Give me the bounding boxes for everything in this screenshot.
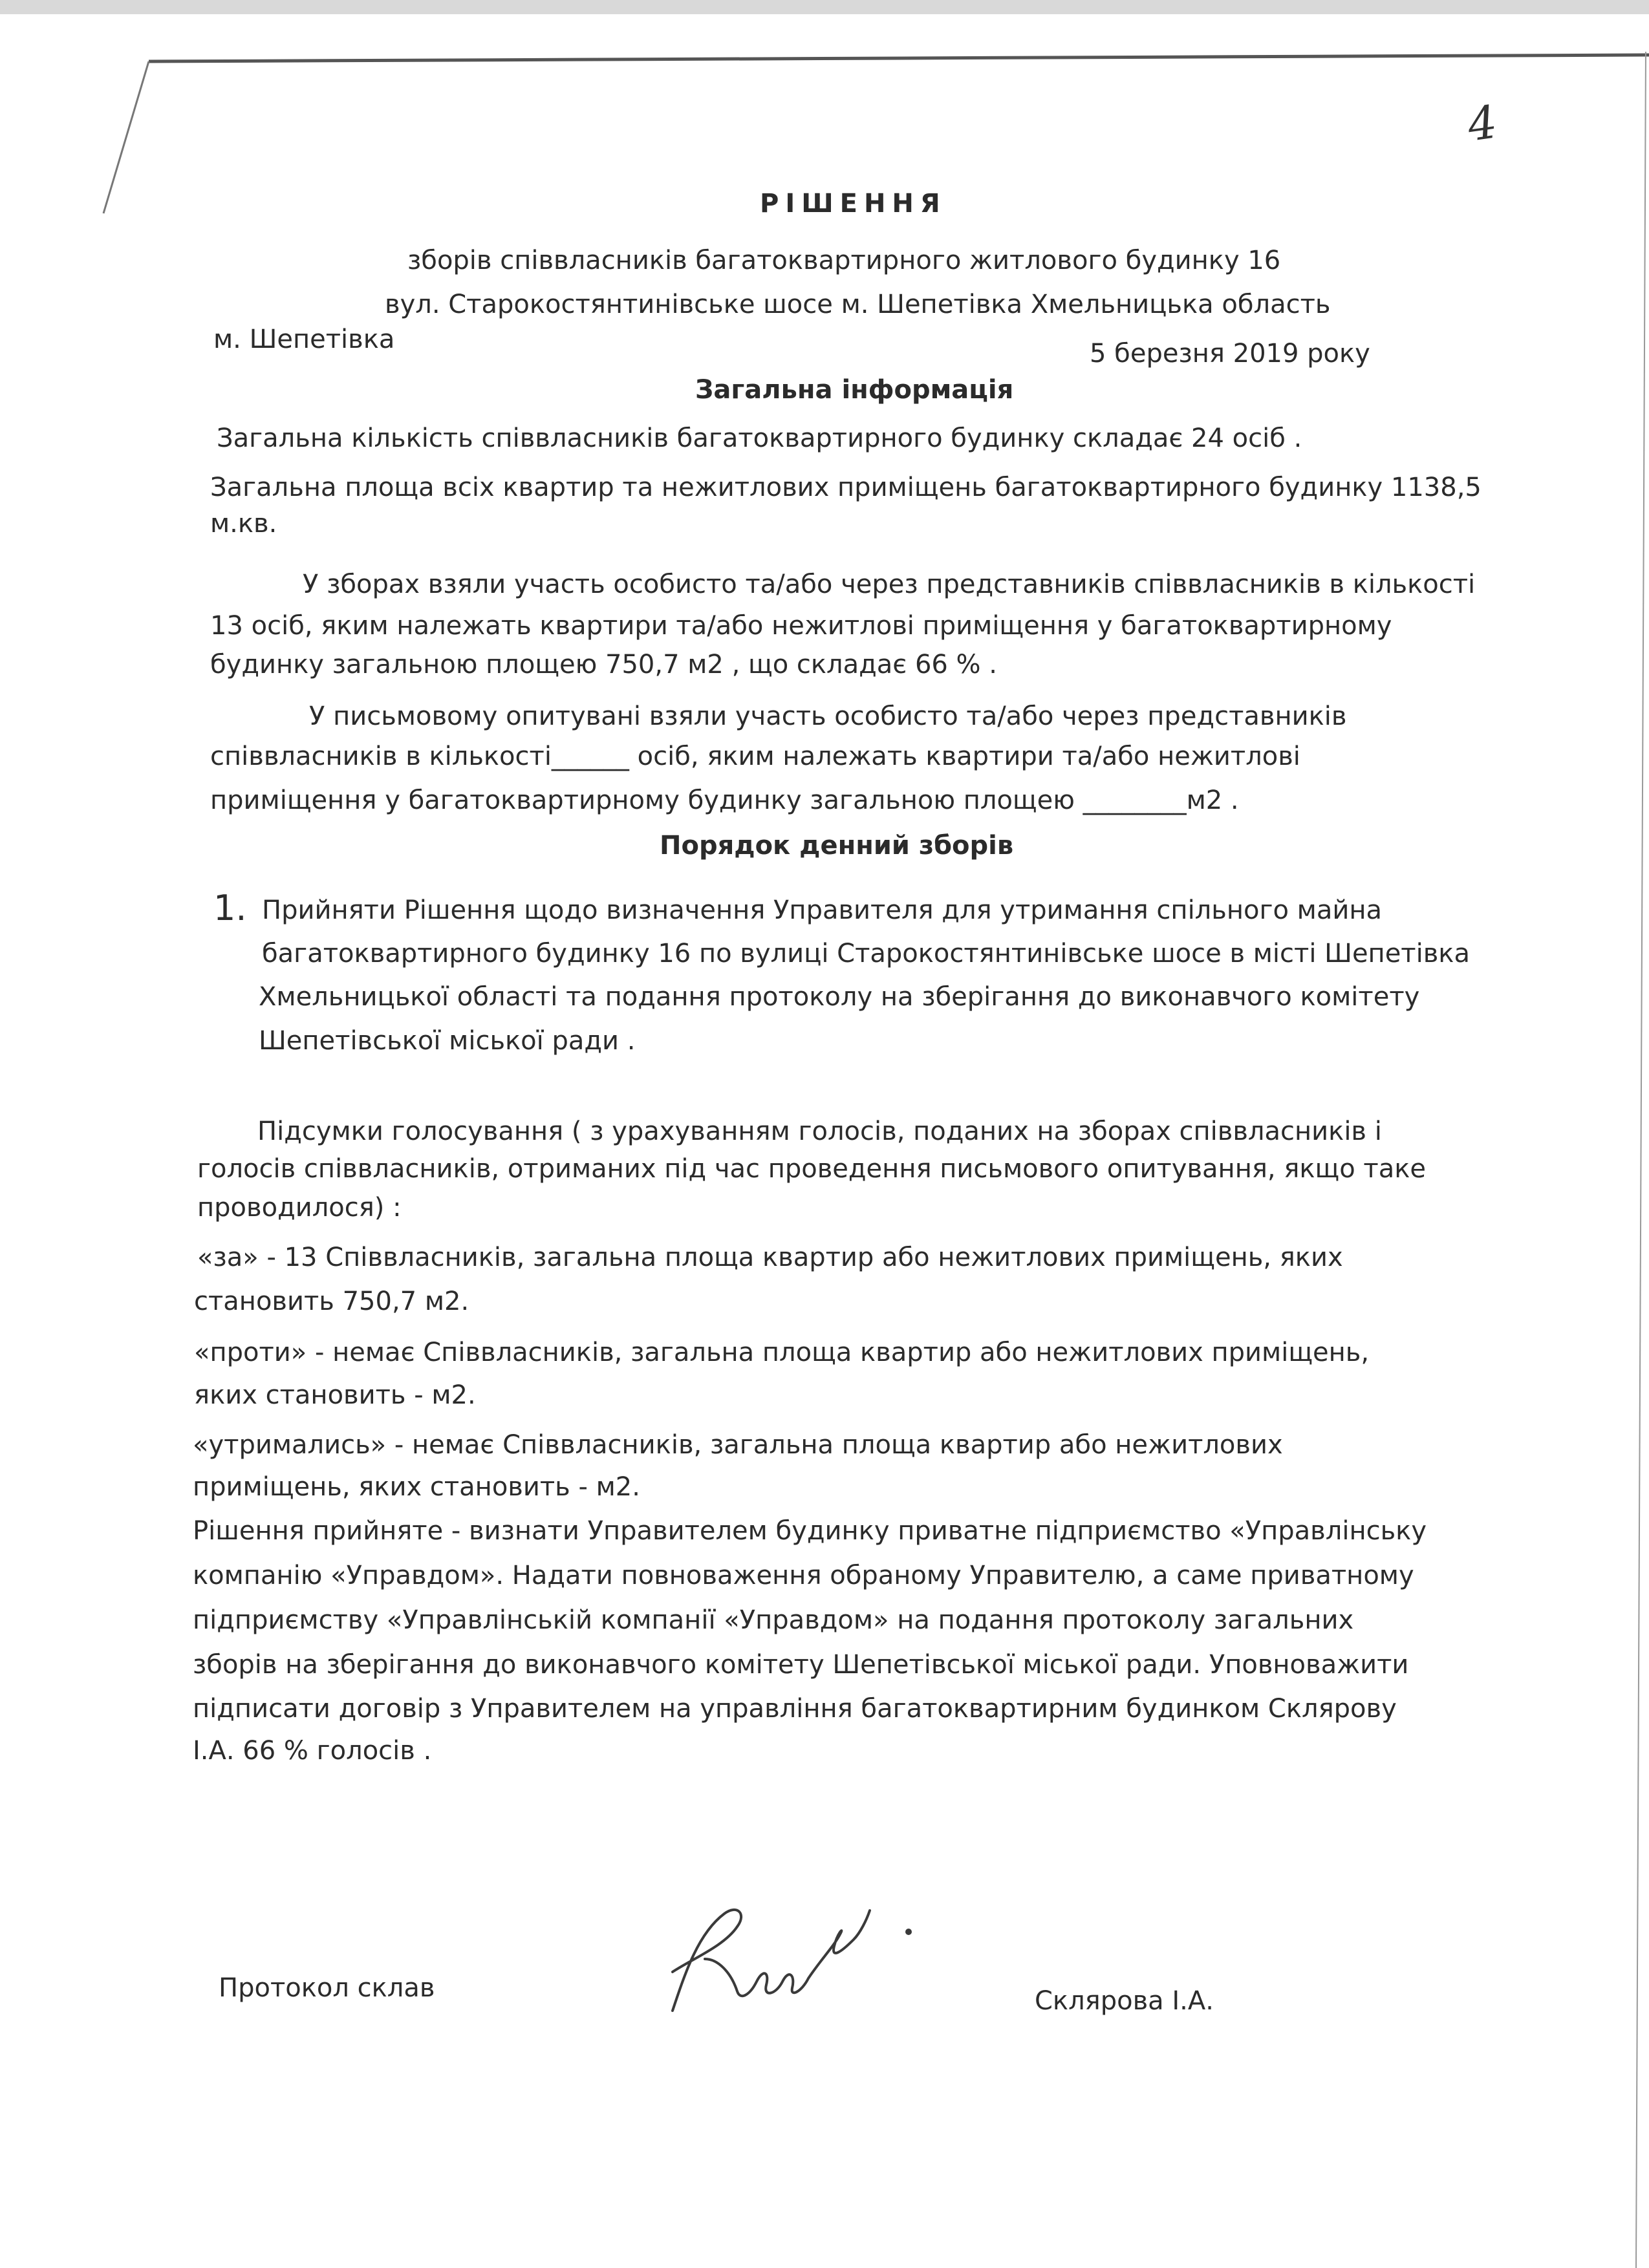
document-place: м. Шепетівка [213, 325, 395, 354]
vote-for-line: «за» - 13 Співвласників, загальна площа квартир або нежитлових приміщень, яких [197, 1243, 1343, 1272]
participation-line: У зборах взяли участь особисто та/або через представників співвласників в кількості [303, 570, 1476, 599]
document-title: РІШЕННЯ [760, 189, 947, 219]
participation-line: 13 осіб, яким належать квартири та/або нежитлові приміщення у багатоквартирному [210, 611, 1392, 641]
general-info-line: Загальна площа всіх квартир та нежитлових приміщень багатоквартирного будинку 1138,5 [210, 473, 1482, 502]
voting-line: Підсумки голосування ( з урахуванням голосів, поданих на зборах співвласників і [257, 1117, 1382, 1146]
agenda-item-line: багатоквартирного будинку 16 по вулиці Старокостянтинівське шосе в місті Шепетівка [262, 939, 1470, 968]
voting-line: голосів співвласників, отриманих під час проведення письмового опитування, якщо таке [197, 1154, 1426, 1184]
participation-line: будинку загальною площею 750,7 м2 , що складає 66 % . [210, 650, 997, 679]
page-number: 4 [1464, 95, 1501, 152]
survey-line: У письмовому опитувані взяли участь особисто та/або через представників [309, 701, 1347, 731]
document-subtitle-line1: зборів співвласників багатоквартирного житлового будинку 16 [407, 246, 1281, 275]
general-info-heading: Загальна інформація [695, 375, 1014, 405]
decision-line: Рішення прийняте - визнати Управителем будинку приватне підприємство «Управлінську [193, 1516, 1427, 1546]
handwritten-signature [647, 1862, 944, 2030]
decision-line: підписати договір з Управителем на управління багатоквартирним будинком Склярову [193, 1694, 1397, 1724]
scan-top-shadow [0, 0, 1649, 14]
document-subtitle-line2: вул. Старокостянтинівське шосе м. Шепетівка Хмельницька область [385, 290, 1331, 319]
voting-line: проводилося) : [197, 1193, 402, 1223]
vote-abstain-line: приміщень, яких становить - м2. [193, 1472, 640, 1502]
vote-against-line: «проти» - немає Співвласників, загальна площа квартир або нежитлових приміщень, [194, 1338, 1370, 1367]
decision-line: зборів на зберігання до виконавчого комітету Шепетівської міської ради. Уповноважити [193, 1650, 1409, 1680]
decision-line: компанію «Управдом». Надати повноваження обраному Управителю, а саме приватному [193, 1561, 1414, 1590]
survey-line: співвласників в кількості______ осіб, яким належать квартири та/або нежитлові [210, 742, 1300, 771]
decision-line: І.А. 66 % голосів . [193, 1736, 432, 1766]
agenda-item-line: Хмельницької області та подання протоколу на зберігання до виконавчого комітету [259, 982, 1420, 1012]
agenda-item-number: 1. [213, 888, 247, 928]
agenda-item-line: Шепетівської міської ради . [259, 1026, 636, 1056]
protocol-label: Протокол склав [219, 1973, 435, 2003]
general-info-line: м.кв. [210, 509, 277, 539]
agenda-heading: Порядок денний зборів [660, 831, 1014, 861]
vote-for-line: становить 750,7 м2. [194, 1287, 469, 1316]
document-date: 5 березня 2019 року [1090, 339, 1370, 369]
general-info-line: Загальна кількість співвласників багатоквартирного будинку складає 24 осіб . [217, 423, 1302, 453]
signer-name: Склярова І.А. [1035, 1986, 1214, 2016]
vote-against-line: яких становить - м2. [194, 1380, 476, 1410]
decision-line: підприємству «Управлінській компанії «Управдом» на подання протоколу загальних [193, 1605, 1354, 1635]
vote-abstain-line: «утримались» - немає Співвласників, загальна площа квартир або нежитлових [193, 1430, 1283, 1460]
agenda-item-line: Прийняти Рішення щодо визначення Управителя для утримання спільного майна [262, 895, 1382, 925]
survey-line: приміщення у багатоквартирному будинку загальною площею ________м2 . [210, 786, 1239, 815]
